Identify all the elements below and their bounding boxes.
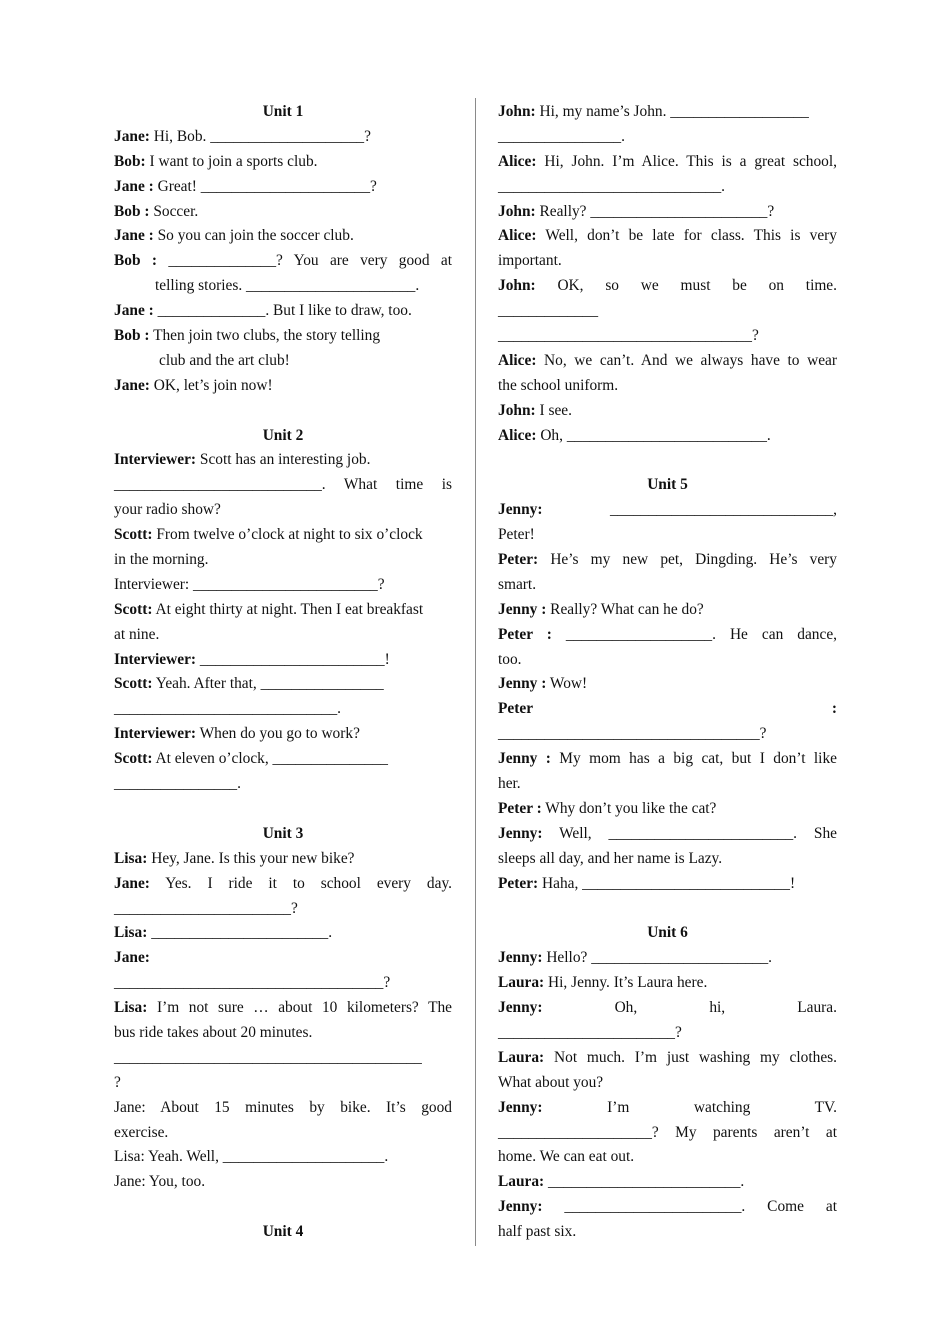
dialogue-line: Jenny : Really? What can he do?	[498, 600, 704, 618]
dialogue-line: What about you?	[498, 1073, 604, 1091]
dialogue-line: Jane: Hi, Bob. ____________________?	[114, 127, 371, 145]
dialogue-line: exercise.	[114, 1123, 169, 1141]
dialogue-line: telling stories. ______________________.	[155, 277, 420, 295]
right-column	[498, 100, 837, 1245]
dialogue-line: ___________________________________?	[114, 974, 391, 992]
dialogue-line: Jane: You, too.	[114, 1173, 206, 1191]
dialogue-line: Jenny: Hello? _______________________.	[498, 949, 773, 967]
dialogue-line: Jenny : Wow!	[498, 675, 588, 693]
dialogue-line: Jane : Great! ______________________?	[114, 177, 377, 195]
dialogue-line: Alice: Hi, John. I’m Alice. This is a great school,	[498, 152, 837, 170]
unit-2-title: Unit 2	[262, 426, 304, 444]
dialogue-line: too.	[498, 650, 522, 668]
dialogue-line: ________________.	[498, 127, 625, 145]
dialogue-line: _________________________________?	[498, 327, 759, 345]
dialogue-line: John: I see.	[498, 401, 572, 419]
dialogue-line: Alice: Well, don’t be late for class. This is very	[498, 227, 837, 245]
dialogue-line: Interviewer: Scott has an interesting job.	[114, 451, 371, 469]
dialogue-line: Jenny: Well, ________________________. She	[498, 824, 837, 842]
spacer	[498, 448, 837, 473]
dialogue-line: Jenny : My mom has a big cat, but I don’t like	[498, 750, 837, 768]
dialogue-line: ____________________? My parents aren’t at	[498, 1123, 837, 1141]
dialogue-line: ___________________________. What time is	[114, 476, 452, 494]
dialogue-line: Peter: Haha, ___________________________!	[498, 874, 796, 892]
unit-4-title: Unit 4	[262, 1223, 304, 1241]
dialogue-line: Bob: I want to join a sports club.	[114, 152, 318, 170]
dialogue-line: Jenny: I’m watching TV.	[498, 1098, 837, 1116]
dialogue-line: Peter : Why don’t you like the cat?	[498, 799, 717, 817]
dialogue-line: in the morning.	[114, 551, 209, 569]
dialogue-line: her.	[498, 775, 521, 793]
unit-5-title: Unit 5	[647, 476, 688, 494]
dialogue-line: Laura: _________________________.	[498, 1173, 745, 1191]
dialogue-line: Jane : ______________. But I like to draw, too.	[114, 302, 412, 320]
unit-3-title: Unit 3	[262, 824, 304, 842]
dialogue-line: ________________.	[114, 775, 241, 793]
dialogue-line: club and the art club!	[159, 351, 290, 369]
dialogue-line: Bob : Then join two clubs, the story telling	[114, 327, 381, 345]
dialogue-line: John: Hi, my name’s John. __________________	[498, 103, 809, 120]
dialogue-line: __________________________________?	[498, 725, 767, 743]
dialogue-line: Alice: No, we can’t. And we always have to wear	[498, 351, 837, 369]
dialogue-line: Jenny: Oh, hi, Laura.	[498, 999, 837, 1017]
dialogue-line: Scott: From twelve o’clock at night to six o’clock	[114, 526, 423, 544]
dialogue-line: sleeps all day, and her name is Lazy.	[498, 849, 723, 867]
dialogue-line: home. We can eat out.	[498, 1148, 635, 1166]
dialogue-line: smart.	[498, 575, 537, 593]
dialogue-line: at nine.	[114, 625, 160, 643]
dialogue-line: Jenny: _____________________________,	[498, 501, 837, 519]
dialogue-line: Scott: At eleven o’clock, _______________	[114, 750, 388, 768]
dialogue-line: Peter: He’s my new pet, Dingding. He’s very	[498, 551, 837, 569]
column-divider	[475, 98, 476, 1246]
dialogue-line: Peter :	[498, 700, 837, 718]
spacer	[498, 897, 837, 922]
dialogue-line: Lisa: _______________________.	[114, 924, 333, 942]
dialogue-line: Laura: Hi, Jenny. It’s Laura here.	[498, 974, 708, 992]
dialogue-line: Jane:	[114, 949, 150, 967]
dialogue-line: _____________________________.	[498, 177, 726, 195]
dialogue-line: _______________________?	[498, 1023, 682, 1041]
dialogue-line: Peter : ___________________. He can dance,	[498, 625, 837, 643]
dialogue-line: Laura: Not much. I’m just washing my clothes.	[498, 1048, 837, 1066]
dialogue-line: Interviewer: ________________________?	[114, 575, 385, 593]
dialogue-line: Lisa: Hey, Jane. Is this your new bike?	[114, 849, 355, 867]
dialogue-line: Lisa: I’m not sure … about 10 kilometers? The	[114, 999, 452, 1017]
dialogue-line: Bob : ______________? You are very good at	[114, 252, 452, 270]
dialogue-line: John: OK, so we must be on time.	[498, 277, 837, 295]
dialogue-line: _____________________________.	[114, 700, 342, 718]
dialogue-line: half past six.	[498, 1223, 577, 1241]
dialogue-line: Interviewer: ________________________!	[114, 650, 390, 668]
dialogue-line: Jane: OK, let’s join now!	[114, 376, 273, 394]
dialogue-line: Interviewer: When do you go to work?	[114, 725, 360, 743]
spacer	[114, 399, 452, 424]
dialogue-line: your radio show?	[114, 501, 221, 519]
dialogue-line: John: Really? _______________________?	[498, 202, 775, 220]
spacer	[114, 797, 452, 822]
dialogue-line: Jenny: _______________________. Come at	[498, 1198, 837, 1216]
dialogue-line: Alice: Oh, __________________________.	[498, 426, 771, 444]
dialogue-line: Bob : Soccer.	[114, 202, 199, 220]
unit-6-title: Unit 6	[647, 924, 688, 942]
dialogue-line: Scott: At eight thirty at night. Then I eat breakfast	[114, 600, 424, 618]
dialogue-line: Jane : So you can join the soccer club.	[114, 227, 354, 245]
dialogue-line: Jane: About 15 minutes by bike. It’s good	[114, 1098, 452, 1116]
dialogue-line: Scott: Yeah. After that, ________________	[114, 675, 384, 693]
dialogue-line: important.	[498, 252, 562, 270]
dialogue-line: Peter!	[498, 526, 535, 544]
spacer	[114, 1195, 452, 1220]
dialogue-line: ?	[114, 1073, 121, 1091]
dialogue-line: bus ride takes about 20 minutes.	[114, 1023, 313, 1041]
dialogue-line: _______________________?	[114, 899, 298, 917]
dialogue-line: the school uniform.	[498, 376, 619, 394]
dialogue-line: Lisa: Yeah. Well, _____________________.	[114, 1148, 389, 1166]
dialogue-line: Jane: Yes. I ride it to school every day.	[114, 874, 452, 892]
left-column	[114, 100, 452, 1245]
dialogue-line: _____________	[498, 302, 599, 320]
dialogue-line: ________________________________________	[114, 1048, 422, 1066]
unit-1-title: Unit 1	[262, 103, 304, 120]
